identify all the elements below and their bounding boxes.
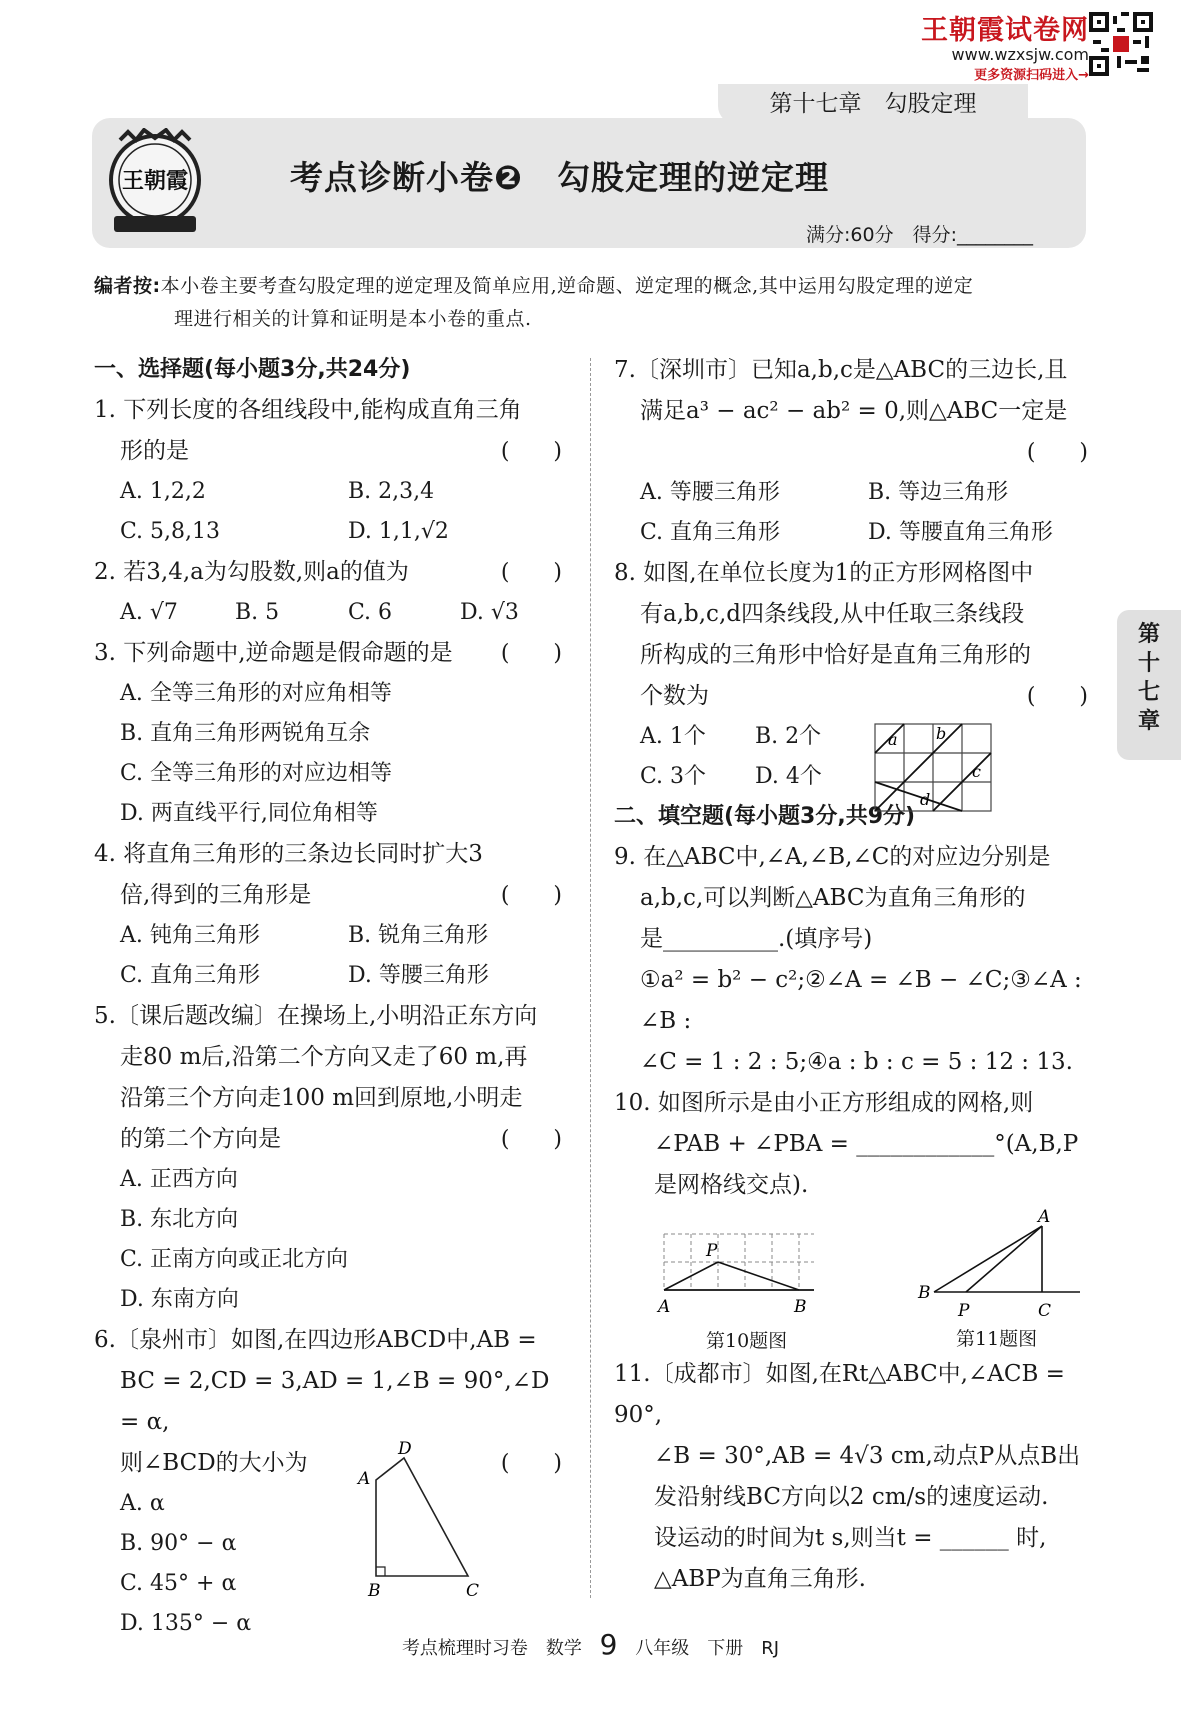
question-text: 发沿射线BC方向以2 cm/s的速度运动. [654,1484,1049,1510]
point-label: A [1038,1207,1051,1227]
option[interactable]: C. 直角三角形 [640,520,781,545]
question-text: 有a,b,c,d四条线段,从中任取三条线段 [640,601,1025,627]
option[interactable]: D. 等腰直角三角形 [868,520,1053,545]
question-text: 2. 若3,4,a为勾股数,则a的值为 [94,559,409,585]
brand-name: 王朝霞试卷网 [921,15,1089,46]
brand-more: 更多资源扫码进入→ [974,68,1089,83]
question-text: 沿第三个方向走100 m回到原地,小明走 [120,1085,523,1111]
question-text: ∠C = 1 : 2 : 5;④a : b : c = 5 : 12 : 13. [640,1049,1073,1075]
option[interactable]: A. √7 [120,600,178,625]
question-text: 是__________.(填序号) [640,926,873,952]
question-text: 的第二个方向是 [120,1126,281,1152]
segment-label: a [888,730,898,749]
option[interactable]: C. 5,8,13 [120,519,221,544]
left-column [94,350,562,1644]
question-text: 10. 如图所示是由小正方形组成的网格,则 [614,1090,1034,1116]
option[interactable]: C. 45° + α [120,1571,237,1596]
question-3 [94,633,562,834]
option[interactable]: A. α [120,1491,165,1516]
question-6 [94,1320,562,1644]
option[interactable]: C. 正南方向或正北方向 [120,1247,349,1272]
option[interactable]: C. 全等三角形的对应边相等 [120,761,393,786]
question-text: a,b,c,可以判断△ABC为直角三角形的 [640,885,1026,911]
question-text: ∠PAB + ∠PBA = ____________°(A,B,P [654,1131,1079,1157]
question-10 [614,1083,1088,1206]
vertex-label: A [358,1469,371,1489]
point-label: B [794,1297,807,1317]
question-text: BC = 2,CD = 3,AD = 1,∠B = 90°,∠D = α, [120,1368,550,1435]
option[interactable]: D. 等腰三角形 [348,963,489,988]
question-text: 5.〔课后题改编〕在操场上,小明沿正东方向 [94,1003,538,1029]
answer-paren[interactable]: ( ) [500,641,562,666]
answer-paren[interactable]: ( ) [500,1451,562,1476]
qr-code-icon [1089,12,1153,76]
side-chapter-tab [1117,610,1181,760]
question-text: 形的是 [120,438,189,464]
question-text: 1. 下列长度的各组线段中,能构成直角三角 [94,397,522,423]
question-text: 满足a³ − ac² − ab² = 0,则△ABC一定是 [640,398,1068,424]
point-label: P [706,1241,718,1261]
question-text: 3. 下列命题中,逆命题是假命题的是 [94,640,453,666]
question-11 [614,1354,1088,1600]
question-text: 是网格线交点). [654,1172,809,1198]
option[interactable]: A. 等腰三角形 [640,480,780,505]
editor-note-line1: 本小卷主要考查勾股定理的逆定理及简单应用,逆命题、逆定理的概念,其中运用勾股定理的逆定 [160,275,974,297]
editor-note [94,270,1089,336]
editor-note-label: 编者按: [94,275,161,297]
page-footer [0,1628,1181,1661]
figure-q10-grid [654,1226,824,1326]
option[interactable]: D. 1,1,√2 [348,519,449,544]
option[interactable]: B. 直角三角形两锐角互余 [120,721,371,746]
question-text: ∠B = 30°,AB = 4√3 cm,动点P从点B出 [654,1443,1081,1469]
figure-caption: 第11题图 [956,1328,1038,1350]
point-label: B [918,1283,931,1303]
option[interactable]: C. 6 [348,600,393,625]
segment-label: c [972,762,981,781]
footer-left: 考点梳理时习卷 数学 [401,1638,582,1659]
question-4 [94,834,562,996]
question-text: 设运动的时间为t s,则当t = ______ 时, [654,1525,1047,1551]
option[interactable]: D. 4个 [755,764,822,789]
option[interactable]: C. 直角三角形 [120,963,261,988]
option[interactable]: A. 钝角三角形 [120,923,260,948]
option[interactable]: A. 全等三角形的对应角相等 [120,681,392,706]
option[interactable]: B. 2,3,4 [348,479,435,504]
question-8 [614,553,1088,809]
section-title-choice: 一、选择题(每小题3分,共24分) [94,357,411,382]
option[interactable]: D. 两直线平行,同位角相等 [120,801,378,826]
right-column [614,350,1088,1600]
figure-caption: 第10题图 [706,1330,788,1352]
answer-paren[interactable]: ( ) [500,883,562,908]
answer-paren[interactable]: ( ) [500,1127,562,1152]
point-label: P [958,1301,970,1321]
side-tab-char: 七 [1137,680,1160,705]
editor-note-line2: 理进行相关的计算和证明是本小卷的重点. [174,308,532,330]
question-text: 9. 在△ABC中,∠A,∠B,∠C的对应边分别是 [614,844,1051,870]
figure-q11-triangle [914,1206,1084,1326]
point-label: A [658,1297,671,1317]
question-text: 所构成的三角形中恰好是直角三角形的 [640,642,1031,668]
question-text: 6.〔泉州市〕如图,在四边形ABCD中,AB = [94,1327,537,1353]
brand-url[interactable]: www.wzxsjw.com [951,45,1089,64]
vertex-label: B [368,1581,381,1600]
page-title: 考点诊断小卷❷ 勾股定理的逆定理 [290,158,829,197]
option[interactable]: B. 2个 [755,724,822,749]
question-7 [614,350,1088,553]
question-text: 走80 m后,沿第二个方向又走了60 m,再 [120,1044,528,1070]
question-text: △ABP为直角三角形. [654,1566,866,1592]
figure-q6-quadrilateral [356,1440,496,1600]
question-text: 8. 如图,在单位长度为1的正方形网格图中 [614,560,1034,586]
side-tab-char: 章 [1137,709,1160,734]
figure-q8-grid [874,723,996,815]
answer-paren[interactable]: ( ) [500,439,562,464]
option[interactable]: B. 5 [235,600,280,625]
vertex-label: D [398,1440,412,1459]
option[interactable]: B. 东北方向 [120,1207,239,1232]
question-text: 倍,得到的三角形是 [120,882,312,908]
question-5 [94,996,562,1320]
figures-row [614,1206,1088,1354]
column-divider [590,358,591,1598]
option[interactable]: C. 3个 [640,764,707,789]
option[interactable]: A. 1个 [640,724,706,749]
option[interactable]: D. 135° − α [120,1611,252,1636]
option[interactable]: A. 正西方向 [120,1167,238,1192]
logo-text: 王朝霞 [121,168,189,194]
option[interactable]: D. 东南方向 [120,1287,239,1312]
option[interactable]: A. 1,2,2 [120,479,206,504]
point-label: C [1038,1301,1052,1321]
page-number: 9 [599,1628,618,1661]
section-title-fill: 二、填空题(每小题3分,共9分) [614,804,916,829]
segment-label: d [920,790,931,809]
answer-paren[interactable]: ( ) [1026,440,1088,465]
question-text: 则∠BCD的大小为 [120,1450,308,1476]
option[interactable]: B. 锐角三角形 [348,923,489,948]
side-tab-char: 第 [1137,622,1160,647]
publisher-logo [100,128,210,240]
answer-paren[interactable]: ( ) [1026,684,1088,709]
question-text: 个数为 [640,683,709,709]
question-2 [94,552,562,633]
question-1 [94,390,562,552]
footer-right: 八年级 下册 RJ [635,1638,780,1659]
question-9 [614,837,1088,1083]
score-line: 满分:60分 得分:________ [806,224,1033,246]
option[interactable]: B. 90° − α [120,1531,237,1556]
side-tab-char: 十 [1137,651,1160,676]
question-text: ①a² = b² − c²;②∠A = ∠B − ∠C;③∠A : ∠B : [640,967,1082,1034]
question-text: 11.〔成都市〕如图,在Rt△ABC中,∠ACB = 90°, [614,1361,1065,1428]
chapter-header: 第十七章 勾股定理 [718,84,1028,124]
vertex-label: C [466,1581,480,1600]
question-text: 7.〔深圳市〕已知a,b,c是△ABC的三边长,且 [614,357,1068,383]
option[interactable]: B. 等边三角形 [868,480,1009,505]
answer-paren[interactable]: ( ) [500,560,562,585]
brand-block [921,8,1089,83]
question-text: 4. 将直角三角形的三条边长同时扩大3 [94,841,483,867]
option[interactable]: D. √3 [460,600,519,625]
segment-label: b [936,724,947,743]
